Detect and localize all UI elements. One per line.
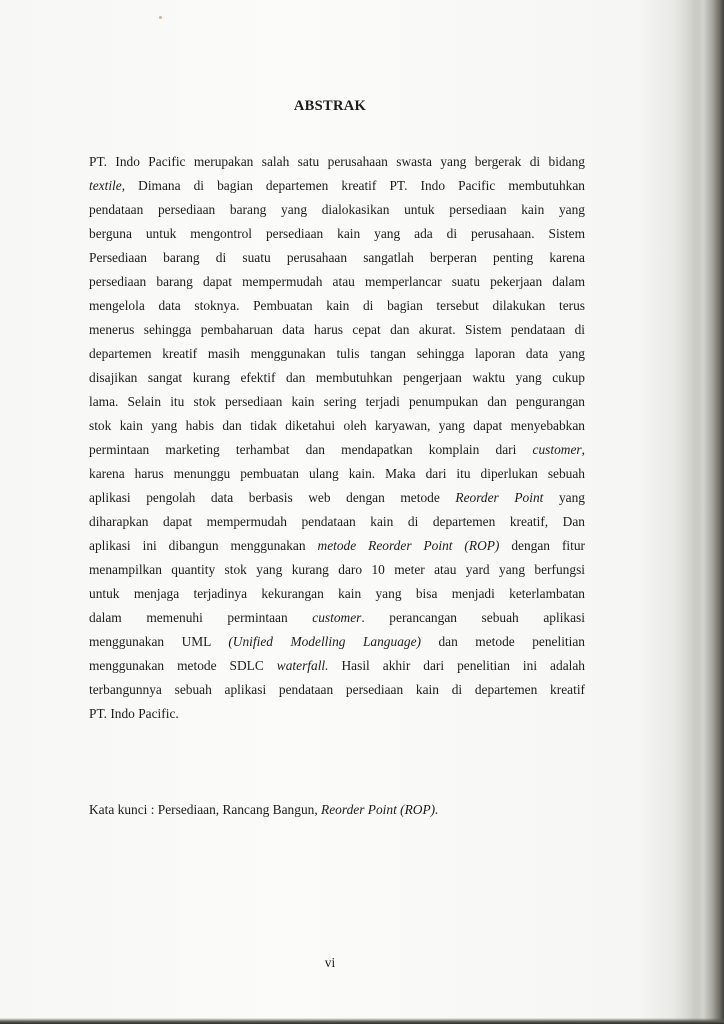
paragraph-line: menerus sehingga pembaharuan data harus cepat dan akurat. Sistem pendataan di <box>89 322 585 337</box>
paragraph-line: mengelola data stoknya. Pembuatan kain di bagian tersebut dilakukan terus <box>89 298 585 313</box>
italic-term: textile <box>89 178 122 193</box>
paragraph-line: aplikasi pengolah data berbasis web dengan metode Reorder Point yang <box>89 490 585 505</box>
paragraph-line: PT. Indo Pacific. <box>89 706 179 721</box>
page-number: vi <box>324 955 336 970</box>
paragraph-line: pendataan persediaan barang yang dialokasikan untuk persediaan kain yang <box>89 202 585 217</box>
italic-term: Reorder Point <box>455 490 544 505</box>
italic-term: customer <box>312 610 362 625</box>
paragraph-line: disajikan sangat kurang efektif dan membutuhkan pengerjaan waktu yang cukup <box>89 370 585 385</box>
paragraph-line: karena harus menunggu pembuatan ulang kain. Maka dari itu diperlukan sebuah <box>89 466 585 481</box>
paragraph-line: Persediaan barang di suatu perusahaan sangatlah berperan penting karena <box>89 250 585 265</box>
paragraph-line: terbangunnya sebuah aplikasi pendataan persediaan kain di departemen kreatif <box>89 682 585 697</box>
scan-speck <box>159 16 162 19</box>
italic-term: waterfall. <box>276 658 329 673</box>
paragraph-line: diharapkan dapat mempermudah pendataan kain di departemen kreatif, Dan <box>89 514 585 529</box>
paragraph-line: untuk menjaga terjadinya kekurangan kain yang bisa menjadi keterlambatan <box>89 586 585 601</box>
paragraph-line: berguna untuk mengontrol persediaan kain yang ada di perusahaan. Sistem <box>89 226 585 241</box>
paragraph-line: textile, Dimana di bagian departemen kreatif PT. Indo Pacific membutuhkan <box>89 178 585 193</box>
paragraph-line: persediaan barang dapat mempermudah atau memperlancar suatu pekerjaan dalam <box>89 274 585 289</box>
paragraph-line: permintaan marketing terhambat dan mendapatkan komplain dari customer, <box>89 442 585 457</box>
paragraph-line: stok kain yang habis dan tidak diketahui oleh karyawan, yang dapat menyebabkan <box>89 418 585 433</box>
paragraph-line: dalam memenuhi permintaan customer. perancangan sebuah aplikasi <box>89 610 585 625</box>
abstract-title: ABSTRAK <box>293 98 367 114</box>
italic-term: (Unified Modelling Language) <box>228 634 421 649</box>
paragraph-line: PT. Indo Pacific merupakan salah satu perusahaan swasta yang bergerak di bidang <box>89 154 585 169</box>
italic-term: customer <box>532 442 582 457</box>
paragraph-line: aplikasi ini dibangun menggunakan metode Reorder Point (ROP) dengan fitur <box>89 538 586 553</box>
paragraph-line: menggunakan metode SDLC waterfall. Hasil akhir dari penelitian ini adalah <box>89 658 585 673</box>
italic-term: Reorder Point (ROP). <box>321 802 439 817</box>
page-binding-edge <box>694 0 724 1024</box>
page-bottom-edge <box>0 1018 724 1024</box>
paragraph-line: departemen kreatif masih menggunakan tulis tangan sehingga laporan data yang <box>89 346 585 361</box>
abstract-paragraph <box>89 150 585 726</box>
paragraph-line: menggunakan UML (Unified Modelling Language) dan metode penelitian <box>89 634 585 649</box>
italic-term: metode Reorder Point (ROP) <box>317 538 500 553</box>
paragraph-line: lama. Selain itu stok persediaan kain sering terjadi penumpukan dan pengurangan <box>89 394 585 409</box>
paragraph-line: menampilkan quantity stok yang kurang daro 10 meter atau yard yang berfungsi <box>89 562 585 577</box>
keywords-line: Kata kunci : Persediaan, Rancang Bangun, Reorder Point (ROP). <box>89 802 439 817</box>
